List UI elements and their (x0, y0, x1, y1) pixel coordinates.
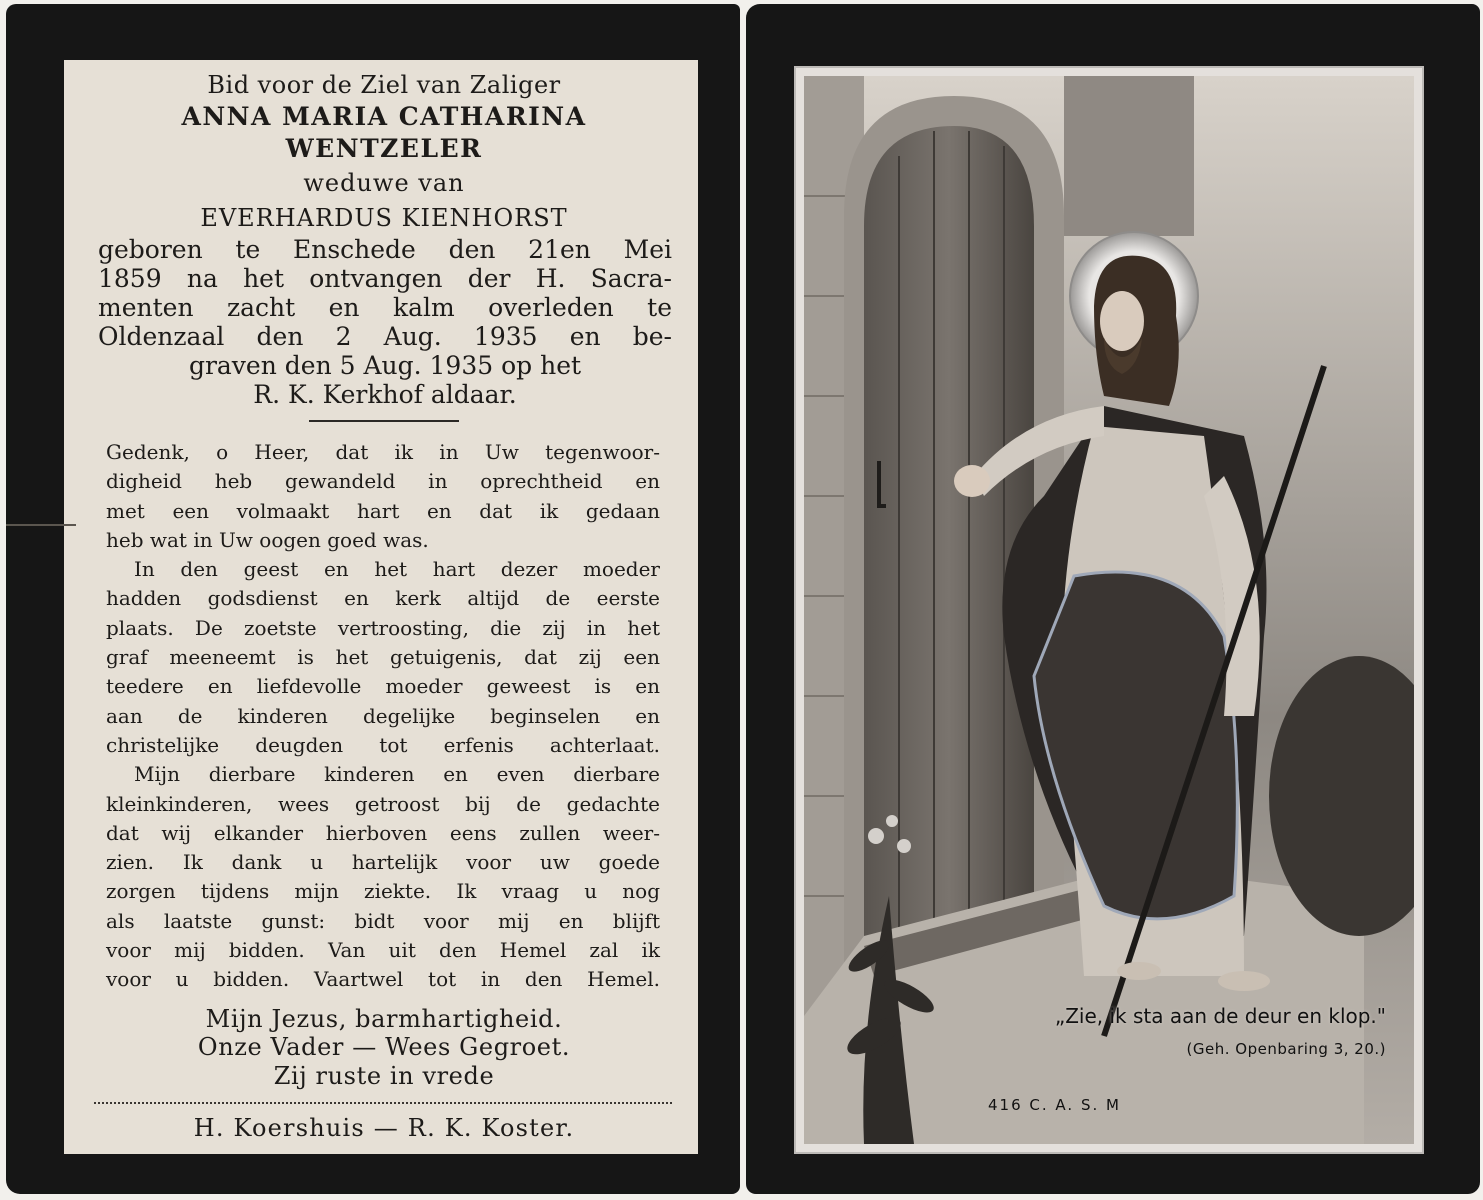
prayer-line: heb wat in Uw oogen goed was. (106, 527, 429, 552)
knocking-hand (954, 465, 990, 497)
devotional-illustration (804, 76, 1414, 1144)
relation-line: weduwe van (303, 169, 465, 197)
divider-rule (309, 420, 459, 422)
prayer-text (94, 438, 674, 995)
prayer-line: zien. Ik dank u hartelijk voor uw goede (106, 850, 660, 875)
print-code: 416 C. A. S. M (988, 1096, 1121, 1114)
prayer-line: hadden godsdienst en kerk altijd de eerste (106, 586, 660, 611)
prayer-line: kleinkinderen, wees getroost bij de gedachte (106, 791, 660, 816)
prayer-line: In den geest en het hart dezer moeder (134, 557, 660, 582)
closing-prayer: Mijn Jezus, barmhartigheid. (205, 1004, 563, 1033)
prayer-line: Gedenk, o Heer, dat ik in Uw tegenwoor- (106, 440, 660, 464)
husband-name: EVERHARDUS KIENHORST (200, 204, 568, 232)
prayer-line: met een volmaakt hart en dat ik gedaan (106, 498, 660, 523)
scripture-reference: (Geh. Openbaring 3, 20.) (1186, 1040, 1386, 1058)
dotted-separator (94, 1102, 672, 1104)
scripture-caption: „Zie, ik sta aan de deur en klop." (1054, 1004, 1386, 1028)
fold-crease (6, 524, 76, 526)
bio-line: geboren te Enschede den 21en Mei (98, 235, 672, 264)
biography (94, 235, 674, 409)
prayer-line: voor mij bidden. Van uit den Hemel zal ik (106, 938, 660, 963)
prayer-line: Mijn dierbare kinderen en even dierbare (134, 762, 660, 787)
bio-line: Oldenzaal den 2 Aug. 1935 en be- (98, 322, 672, 351)
face (1100, 291, 1144, 351)
bio-line: menten zacht en kalm overleden te (98, 293, 672, 322)
wall-block (1064, 76, 1194, 236)
prayer-line: christelijke deugden tot erfenis achterlaat. (106, 732, 660, 757)
text-panel (64, 60, 698, 1154)
right-foot (1218, 971, 1270, 991)
left-foot (1117, 962, 1161, 980)
bio-line: 1859 na het ontvangen der H. Sacra- (98, 264, 672, 293)
bio-line: graven den 5 Aug. 1935 op het (188, 351, 582, 380)
intro-line: Bid voor de Ziel van Zaliger (207, 71, 561, 99)
prayer-line: voor u bidden. Vaartwel tot in den Hemel. (106, 967, 660, 992)
prayer-line: teedere en liefdevolle moeder geweest is en (106, 674, 660, 699)
devotional-image-frame (794, 66, 1424, 1154)
deceased-name-line-1: ANNA MARIA CATHARINA (181, 102, 587, 131)
closing-prayer: Onze Vader — Wees Gegroet. (197, 1033, 571, 1062)
printer-signature: H. Koershuis — R. K. Koster. (193, 1114, 575, 1143)
prayer-line: als laatste gunst: bidt voor mij en blijft (106, 908, 660, 933)
wooden-door (864, 126, 1034, 936)
mourning-card-text-side (6, 4, 740, 1194)
prayer-line: zorgen tijdens mijn ziekte. Ik vraag u nog (106, 879, 660, 904)
mourning-card-image-side (746, 4, 1480, 1194)
deceased-name-line-2: WENTZELER (285, 134, 483, 163)
prayer-line: digheid heb gewandeld in oprechtheid en (106, 469, 660, 494)
bio-line: R. K. Kerkhof aldaar. (253, 380, 517, 409)
prayer-line: plaats. De zoetste vertroosting, die zij in het (106, 615, 660, 640)
rest-in-peace: Zij ruste in vrede (273, 1061, 495, 1090)
prayer-line: graf meeneemt is het getuigenis, dat zij een (106, 645, 660, 670)
prayer-line: dat wij elkander hierboven eens zullen weer- (106, 820, 660, 845)
prayer-line: aan de kinderen degelijke beginselen en (106, 703, 660, 728)
